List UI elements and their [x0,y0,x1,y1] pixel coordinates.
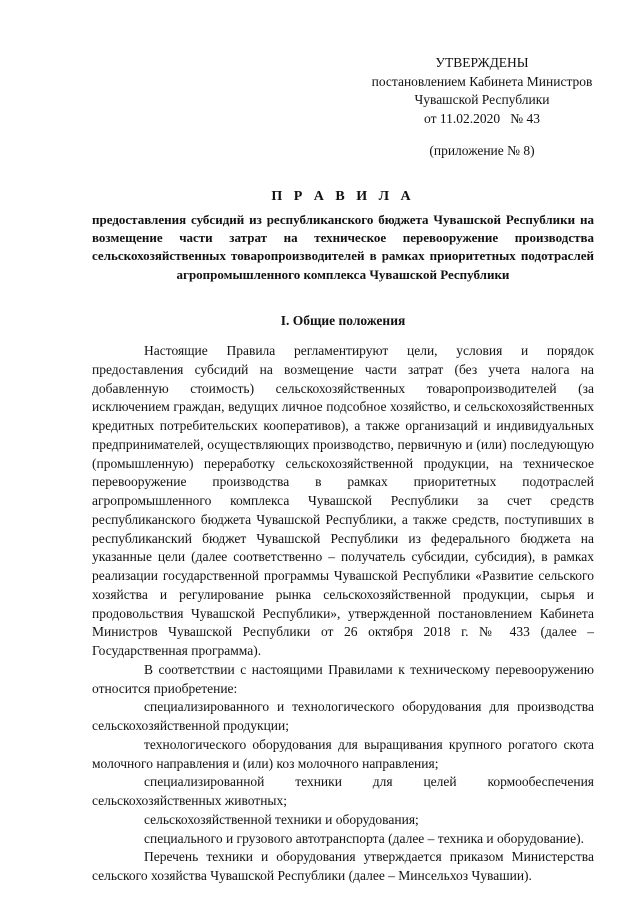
approval-stamp [352,54,612,161]
document-title: П Р А В И Л А [271,189,415,204]
approval-authority: постановлением Кабинета Министров [371,73,593,89]
paragraph: Настоящие Правила регламентируют цели, условия и порядок предоставления субсидий на возмещение части затрат (без учета налога на добавленную стоимость) сельскохозяйственных товаропроизводителей (за исключением граждан, ведущих личное подсобное хозяйство, и сельскохозяйственных кредитных потребительских кооперативов), а также организаций и индивидуальных предпринимателей, осуществляющих производство, первичную и (или) последующую (промышленную) переработку сельскохозяйственной продукции, на техническое перевооружение производства в рамках приоритетных подотраслей агропромышленного комплекса Чувашской Республики за счет средств республиканского бюджета Чувашской Республики, а также средств, поступивших в республиканский бюджет Чувашской Республики из федерального бюджета на указанные цели (далее соответственно – получатель субсидии, субсидия), в рамках реализации государственной программы Чувашской Республики «Развитие сельского хозяйства и регулирование рынка сельскохозяйственной продукции, сырья и продовольствия Чувашской Республики», утвержденной постановлением Кабинета Министров Чувашской Республики от 26 октября 2018 г. № 433 (далее – Государственная программа). [92,343,594,658]
approval-date-number: от 11.02.2020 № 43 [424,110,540,126]
approval-title: УТВЕРЖДЕНЫ [435,55,529,70]
paragraph: Перечень техники и оборудования утверждается приказом Министерства сельского хозяйства Чувашской Республики (далее – Минсельхоз Чувашии). [92,849,594,883]
list-item: специализированной техники для целей кормообеспечения сельскохозяйственных животных; [92,774,594,808]
section-body [92,342,594,886]
approval-republic: Чувашской Республики [414,92,550,107]
annex-number: (приложение № 8) [429,143,535,158]
document-subtitle: предоставления субсидий из республиканского бюджета Чувашской Республики на возмещение части затрат на техническое перевооружение производства сельскохозяйственных товаропроизводителей в рамках приоритетных подотраслей агропромышленного комплекса Чувашской Республики [92,212,594,282]
list-item: специализированного и технологического оборудования для производства сельскохозяйственной продукции; [92,699,594,733]
document-title-block [92,188,594,284]
list-item: технологического оборудования для выращивания крупного рогатого скота молочного направления и (или) коз молочного направления; [92,736,594,771]
list-item: специального и грузового автотранспорта (далее – техника и оборудование). [144,830,584,846]
list-item: сельскохозяйственной техники и оборудования; [144,811,419,827]
paragraph: В соответствии с настоящими Правилами к техническому перевооружению относится приобретение: [92,661,594,696]
section-heading: I. Общие положения [280,313,406,328]
